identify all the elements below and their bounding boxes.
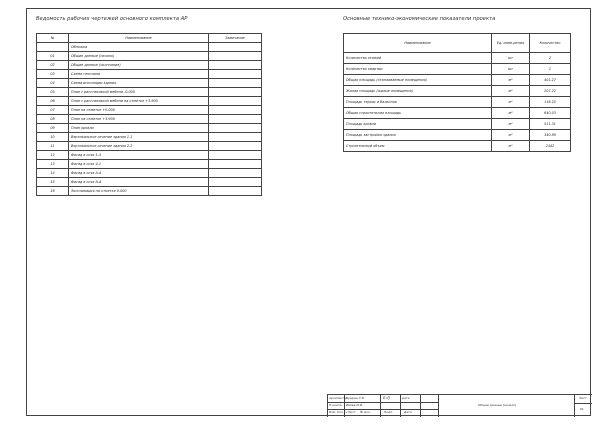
stamp-sheet-title: Общие данные (начало) [478,403,517,407]
drawing-number: 11 [37,142,69,151]
drawings-row [37,151,262,160]
drawings-row [37,133,262,142]
stamp-line [574,395,575,417]
drawing-note [209,43,262,52]
indicators-row [344,141,571,152]
indicator-unit: м² [492,75,530,86]
drawing-number: 14 [37,169,69,178]
indicator-name: Жилая площадь (жилые помещения) [344,86,492,97]
drawings-row [37,115,262,124]
indicators-table [343,33,571,152]
drawings-row [37,79,262,88]
indicator-name: Количество этажей [344,53,492,64]
indicator-value: 207.22 [530,86,571,97]
drawing-number: 07 [37,106,69,115]
drawing-name: План на отметке +0.000 [69,106,209,115]
indicator-name: Площадь застройки здания [344,130,492,141]
drawings-row [37,106,262,115]
indicator-value: 1 [530,64,571,75]
indicators-row [344,53,571,64]
drawings-heading: Ведомость рабочих чертежей основного комплекта АР [36,16,188,22]
indicators-heading: Основные технико-экономические показатели проекта [343,16,496,22]
drawing-name: Обложка [69,43,209,52]
drawing-note [209,160,262,169]
drawing-name: Фасад в осях А-А [69,178,209,187]
indicator-unit: шт [492,64,530,75]
indicator-value: 511.31 [530,119,571,130]
stamp-date-architect: дата [402,396,410,400]
indicator-unit: м³ [492,141,530,152]
drawings-header-note: Замечание [209,34,262,43]
drawing-note [209,133,262,142]
drawings-row [37,97,262,106]
drawing-name: Схема генплана [69,70,209,79]
indicator-name: Количество квартир [344,64,492,75]
stamp-line [574,403,592,404]
drawings-header-number: № [37,34,69,43]
drawing-number: 09 [37,124,69,133]
drawings-row [37,61,262,70]
drawing-note [209,79,262,88]
drawings-row [37,187,262,196]
indicator-value: 116.25 [530,97,571,108]
drawing-name: Фасад в осях А-А [69,169,209,178]
drawing-number: 15 [37,178,69,187]
indicator-unit: м² [492,119,530,130]
drawings-row [37,160,262,169]
drawing-name: План на отметке +3.900 [69,115,209,124]
drawing-number: 05 [37,88,69,97]
drawing-note [209,178,262,187]
indicators-header-unit: Ед. изме-рения [492,34,530,53]
drawing-note [209,106,262,115]
drawing-number: 16 [37,187,69,196]
drawing-number: 08 [37,115,69,124]
drawing-note [209,70,262,79]
drawing-number: 10 [37,133,69,142]
title-block [327,394,592,417]
drawing-note [209,142,262,151]
drawing-number: 04 [37,79,69,88]
stamp-role-control: Н.контр. [329,403,343,407]
drawing-name: Общие данные (начало) [69,52,209,61]
drawing-name: Вертикальное сечение здания 2-2 [69,142,209,151]
indicator-value: 640.03 [530,108,571,119]
indicators-row [344,86,571,97]
drawing-note [209,187,262,196]
stamp-col-date: Дата [404,410,412,414]
drawings-row [37,169,262,178]
indicator-unit: шт [492,53,530,64]
indicators-header-name: Наименование [344,34,492,53]
drawing-note [209,151,262,160]
stamp-role-architect: Архитектор [329,396,348,400]
indicators-row [344,75,571,86]
drawing-name: План с расстановкой мебели -0.000 [69,88,209,97]
drawing-name: План кровли [69,124,209,133]
indicators-row [344,119,571,130]
drawings-table [36,33,262,196]
indicators-header-quantity: Количество [530,34,571,53]
indicators-row [344,64,571,75]
drawing-name: План с расстановкой мебели на отметке +3.900 [69,97,209,106]
drawings-header-name: Наименование [69,34,209,43]
stamp-col-podp: Подп. [384,410,394,414]
drawing-number: 06 [37,97,69,106]
indicator-name: Площадь кровли [344,119,492,130]
drawings-row [37,43,262,52]
indicator-unit: м² [492,97,530,108]
stamp-signature: ℭ𝔞ℨ [383,395,391,400]
drawing-number: 13 [37,160,69,169]
drawings-row [37,88,262,97]
stamp-sheet-label: Лист [579,396,587,400]
drawing-note [209,61,262,70]
drawings-row [37,52,262,61]
stamp-line [400,395,401,417]
drawings-row [37,142,262,151]
stamp-col-doc: № док. [360,410,371,414]
drawing-name: Экспликация на отметке 0.000 [69,187,209,196]
stamp-line [380,395,381,417]
drawing-name: Общие данные (окончание) [69,61,209,70]
drawing-note [209,52,262,61]
drawings-row [37,178,262,187]
drawings-row [37,124,262,133]
drawing-number: 01 [37,52,69,61]
stamp-col-list: Лист [348,410,356,414]
drawing-note [209,124,262,133]
indicator-value: 401.27 [530,75,571,86]
indicators-header-row [344,34,571,53]
stamp-col-kol: Кол.уч [337,410,348,414]
indicator-name: Строительный объем [344,141,492,152]
indicator-value: 2 [530,53,571,64]
drawings-row [37,70,262,79]
stamp-name-architect: Кудрин С.В. [346,396,365,400]
indicator-value: 2442 [530,141,571,152]
drawing-number [37,43,69,52]
drawings-header-row [37,34,262,43]
indicator-name: Общая площадь (отапливаемые помещения) [344,75,492,86]
indicator-name: Общая строительная площадь [344,108,492,119]
drawing-name: Схема инсоляции здания [69,79,209,88]
stamp-line [438,395,439,417]
stamp-sheet-number: 01 [580,407,584,411]
indicator-unit: м² [492,130,530,141]
indicator-name: Площадь террас и балконов [344,97,492,108]
stamp-col-izm: Изм. [329,410,337,414]
drawing-name: Фасад в осях 1-4 [69,151,209,160]
indicators-row [344,97,571,108]
indicator-unit: м² [492,86,530,97]
drawing-note [209,88,262,97]
stamp-name-control: Ивлев И.И. [346,403,363,407]
stamp-line [420,395,421,417]
indicator-value: 340.89 [530,130,571,141]
drawing-number: 12 [37,151,69,160]
indicators-row [344,130,571,141]
drawing-number: 03 [37,70,69,79]
drawing-note [209,115,262,124]
drawing-number: 02 [37,61,69,70]
drawing-note [209,97,262,106]
indicator-unit: м² [492,108,530,119]
indicators-row [344,108,571,119]
drawing-name: Фасад в осях 4-1 [69,160,209,169]
drawing-name: Вертикальное сечение здания 1-1 [69,133,209,142]
drawing-note [209,169,262,178]
